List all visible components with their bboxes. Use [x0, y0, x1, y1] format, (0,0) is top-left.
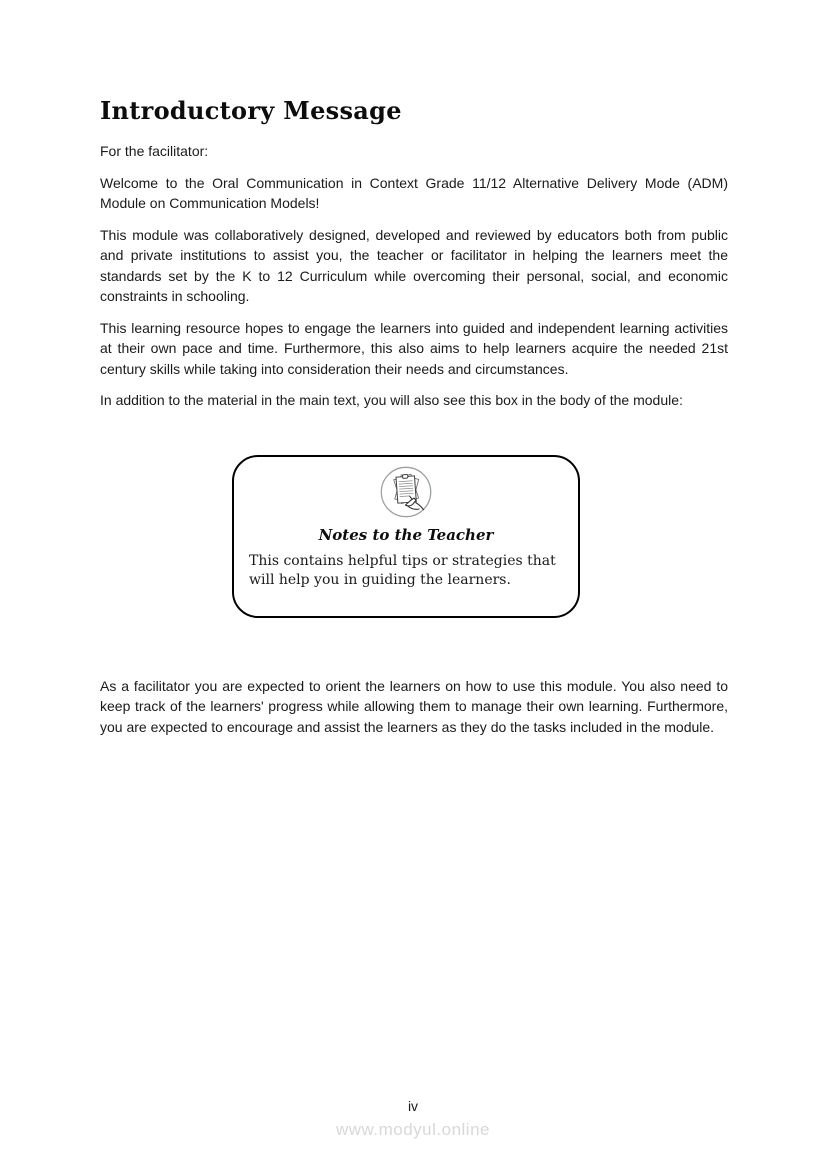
- paragraph-learning-resource: This learning resource hopes to engage the learners into guided and independent learning activities at their own pace and time. Furthermore, this also aims to help learners acquire the needed 21st century skills while taking into consideration their needs and circumstances.: [100, 319, 728, 377]
- page-number: iv: [407, 1098, 419, 1114]
- paragraph-in-addition: In addition to the material in the main text, you will also see this box in the body of the module:: [100, 392, 683, 408]
- page-content: [100, 96, 728, 737]
- paragraph-for-the-facilitator: For the facilitator:: [100, 143, 209, 159]
- note-box-title: Notes to the Teacher: [318, 525, 494, 544]
- page-title: Introductory Message: [100, 96, 402, 125]
- papers-with-hand-icon: [234, 466, 578, 518]
- note-box-body: [249, 552, 570, 591]
- notes-to-teacher-box: [232, 455, 580, 618]
- watermark-text: www.modyul.online: [335, 1120, 490, 1139]
- paragraph-facilitator-expectations: As a facilitator you are expected to orient the learners on how to use this module. You also need to keep track of the learners' progress while allowing them to manage their own learning. Furthermore, you are expected to encourage and assist the learners as they do the tasks included in the module.: [100, 677, 728, 735]
- paragraph-module-design: This module was collaboratively designed, developed and reviewed by educators both from public and private institutions to assist you, the teacher or facilitator in helping the learners meet the standards set by the K to 12 Curriculum while overcoming their personal, social, and economic constraints in schooling.: [100, 226, 728, 304]
- paragraph-welcome: Welcome to the Oral Communication in Context Grade 11/12 Alternative Delivery Mode (ADM) Module on Communication Models!: [100, 174, 728, 211]
- note-box-body-line: This contains helpful tips or strategies that: [249, 552, 556, 569]
- note-box-body-line: will help you in guiding the learners.: [249, 572, 511, 588]
